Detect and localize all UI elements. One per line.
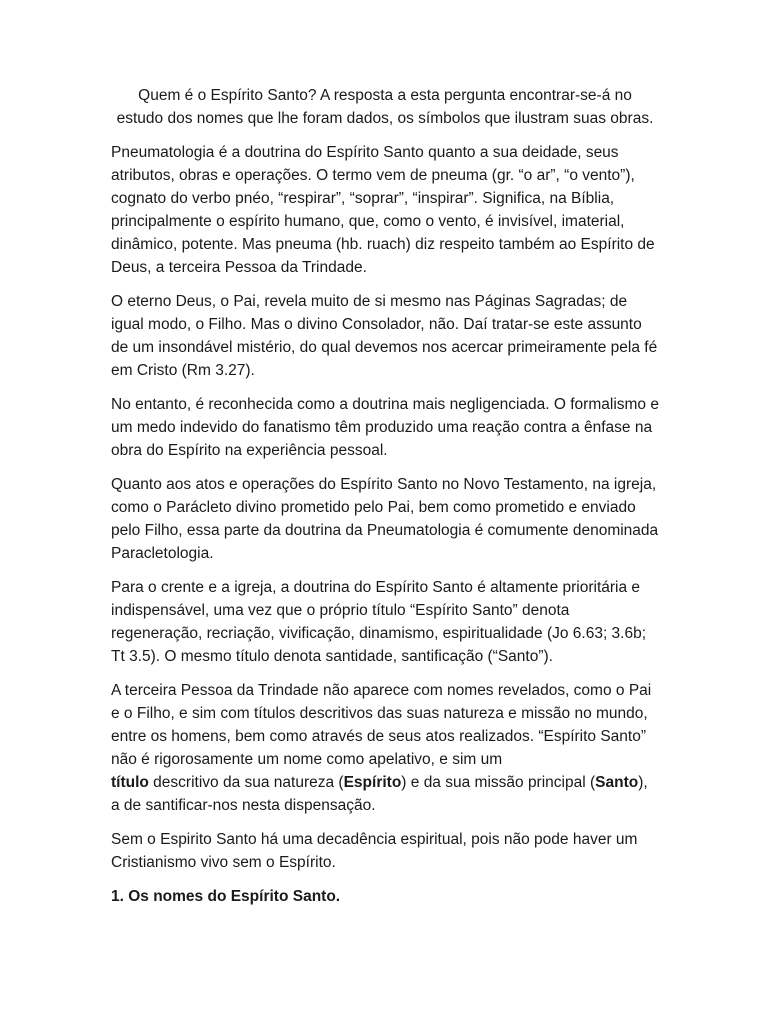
paragraph-pneumatologia: Pneumatologia é a doutrina do Espírito Santo quanto a sua deidade, seus atributos, obras e operações. O termo vem de pneuma (gr. “o ar”, “o vento”), cognato do verbo pnéo, “respirar”, “soprar”, “inspirar”. Significa, na Bíblia, principalmente o espírito humano, que, como o vento, é invisível, imaterial, dinâmico, potente. Mas pneuma (hb. ruach) diz respeito também ao Espírito de Deus, a terceira Pessoa da Trindade. xyxy=(111,144,655,276)
paragraph-atos-operacoes: Quanto aos atos e operações do Espírito Santo no Novo Testamento, na igreja, como o Parácleto divino prometido pelo Pai, bem como prometido e enviado pelo Filho, essa parte da doutrina da Pneumatologia é comumente denominada Paracletologia. xyxy=(111,476,659,562)
text-segment: ), a de santificar-nos nesta dispensação. xyxy=(111,774,648,814)
paragraph-crente-igreja: Para o crente e a igreja, a doutrina do Espírito Santo é altamente prioritária e indispensável, uma vez que o próprio título “Espírito Santo” denota regeneração, recriação, vivificação, dinamismo, espiritualidade (Jo 6.63; 3.6b; Tt 3.5). O mesmo título denota santidade, santificação (“Santo”). xyxy=(111,579,647,665)
document-body xyxy=(111,84,659,908)
paragraph-terceira-pessoa xyxy=(111,679,659,817)
bold-titulo: título xyxy=(111,774,149,791)
paragraph-eterno-deus: O eterno Deus, o Pai, revela muito de si mesmo nas Páginas Sagradas; de igual modo, o Filho. Mas o divino Consolador, não. Daí tratar-se este assunto de um insondável mistério, do qual devemos nos acercar primeiramente pela fé em Cristo (Rm 3.27). xyxy=(111,293,658,379)
text-segment: ) e da sua missão principal ( xyxy=(401,774,596,791)
paragraph-no-entanto: No entanto, é reconhecida como a doutrina mais negligenciada. O formalismo e um medo indevido do fanatismo têm produzido uma reação contra a ênfase na obra do Espírito na experiência pessoal. xyxy=(111,396,659,459)
bold-santo: Santo xyxy=(595,774,639,791)
text-segment: descritivo da sua natureza ( xyxy=(148,774,344,791)
paragraph-decadencia: Sem o Espirito Santo há uma decadência espiritual, pois não pode haver um Cristianismo vivo sem o Espírito. xyxy=(111,831,638,871)
bold-espirito: Espírito xyxy=(343,774,402,791)
text-segment: A terceira Pessoa da Trindade não aparece com nomes revelados, como o Pai e o Filho, e sim com títulos descritivos das suas natureza e missão no mundo, entre os homens, bem como através de seus atos realizados. “Espírito Santo” não é rigorosamente um nome como apelativo, e sim um xyxy=(111,682,652,768)
intro-paragraph: Quem é o Espírito Santo? A resposta a esta pergunta encontrar-se-á no estudo dos nomes que lhe foram dados, os símbolos que ilustram suas obras. xyxy=(116,87,654,127)
section-heading: 1. Os nomes do Espírito Santo. xyxy=(111,888,341,905)
